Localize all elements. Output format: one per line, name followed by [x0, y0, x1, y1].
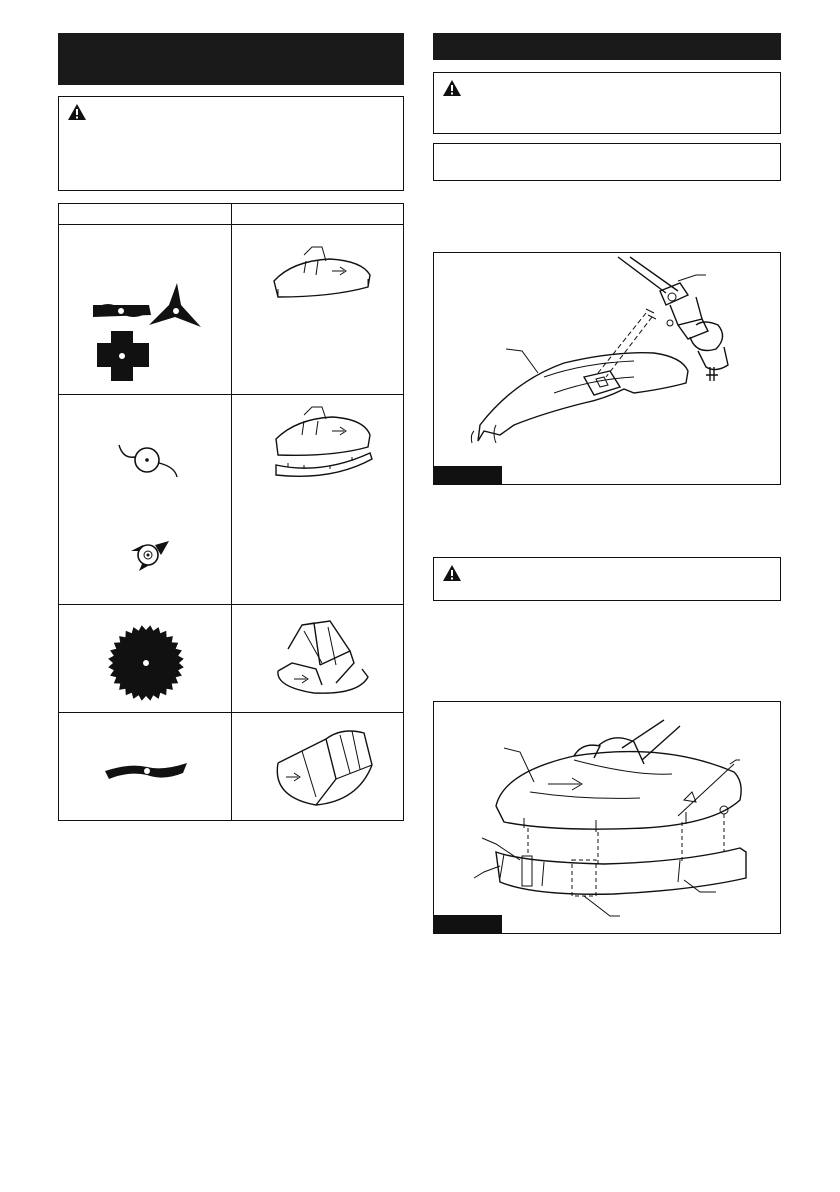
left-heading-bar [58, 33, 404, 85]
table-row-1-tool [59, 225, 232, 395]
table-row-2-guard [232, 395, 404, 605]
tool-guard-table [58, 203, 404, 821]
blade-guard-icon [232, 225, 404, 395]
right-warning-box-1 [433, 72, 781, 134]
figure-1 [433, 252, 781, 485]
table-row-1-guard [232, 225, 404, 395]
nylon-cutting-head-icon [59, 395, 232, 605]
saw-blade-icon [59, 605, 232, 713]
table-header-tool [59, 204, 232, 225]
guard-attachment-diagram [434, 253, 780, 484]
guard-with-extension-icon [232, 395, 404, 605]
right-warning-box-2 [433, 557, 781, 601]
figure-2 [433, 701, 781, 934]
cage-guard-icon [232, 713, 404, 821]
table-row-4-guard [232, 713, 404, 821]
right-notice-box [433, 143, 781, 181]
warning-triangle-icon [442, 79, 462, 97]
table-row-2-tool [59, 395, 232, 605]
saw-blade-hole [143, 660, 149, 666]
table-row-4-tool [59, 713, 232, 821]
guard-extension-diagram [434, 702, 780, 933]
table-row-3-guard [232, 605, 404, 713]
blades-icon [59, 225, 232, 395]
saw-blade-guard-icon [232, 605, 404, 713]
table-header-guard [232, 204, 404, 225]
left-warning-box [58, 96, 404, 191]
table-row-3-tool [59, 605, 232, 713]
warning-triangle-icon [67, 103, 87, 121]
right-heading-bar [433, 33, 781, 60]
warning-triangle-icon [442, 564, 462, 582]
two-tooth-blade-icon [59, 713, 232, 821]
